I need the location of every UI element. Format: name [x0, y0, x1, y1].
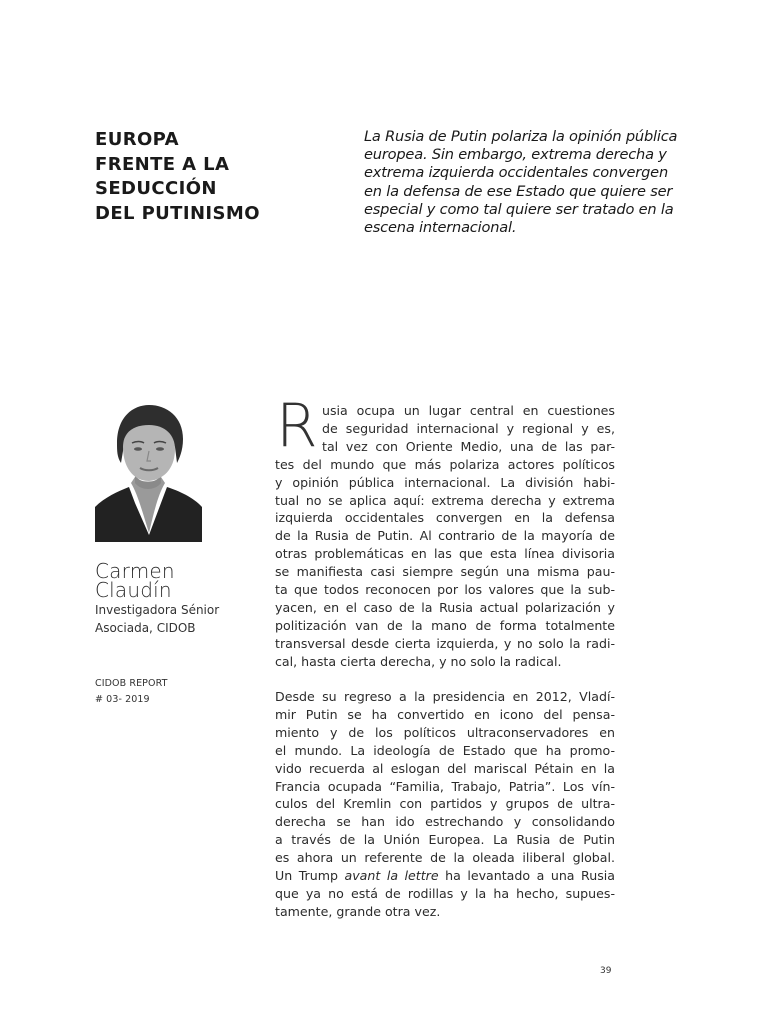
body-line: izquierda occidentales convergen en la defensa: [275, 510, 615, 526]
title-line: DEL PUTINISMO: [95, 202, 260, 224]
author-last-name: Claudín: [95, 578, 172, 602]
lede-line: europea. Sin embargo, extrema derecha y: [364, 146, 667, 164]
author-role: [95, 601, 265, 637]
body-line: se manifiesta casi siempre según una misma pau-: [275, 564, 615, 580]
body-line: usia ocupa un lugar central en cuestiones: [322, 403, 615, 418]
body-text: Un Trump: [275, 868, 345, 884]
body-line: el mundo. La ideología de Estado que ha promo-: [275, 742, 615, 758]
body-text: ha levantado a una Rusia: [438, 868, 615, 884]
body-line: miento y de los políticos ultraconservadores en: [275, 724, 615, 740]
body-paragraph-1: [275, 402, 615, 671]
author-photo: [95, 403, 202, 542]
body-line: yacen, en el caso de la Rusia actual polarización y: [275, 599, 615, 615]
lede-line: La Rusia de Putin polariza la opinión pública: [364, 128, 678, 145]
body-line: que ya no está de rodillas y la ha hecho, supues-: [275, 885, 615, 901]
body-line: culos del Kremlin con partidos y grupos de ultra-: [275, 796, 615, 812]
drop-cap: R: [276, 391, 318, 461]
lede-line: especial y como tal quiere ser tratado en la: [364, 200, 674, 218]
body-line: transversal desde cierta izquierda, y no solo la radi-: [275, 635, 615, 651]
body-line: es ahora un referente de la oleada iliberal global.: [275, 850, 615, 866]
title-line: EUROPA: [95, 129, 179, 150]
lede-line: escena internacional.: [364, 219, 517, 237]
body-line: de seguridad internacional y regional y es,: [322, 420, 615, 436]
lede-line: en la defensa de ese Estado que quiere ser: [364, 182, 673, 200]
lede-line: extrema izquierda occidentales convergen: [364, 164, 668, 182]
body-line: tes del mundo que más polariza actores políticos: [275, 456, 615, 472]
body-line: derecha se han ido estrechando y consolidando: [275, 814, 615, 830]
body-line: de la Rusia de Putin. Al contrario de la mayoría de: [275, 528, 615, 544]
body-line: y opinión pública internacional. La división habi-: [275, 474, 615, 490]
author-first-name: Carmen: [95, 559, 175, 583]
body-line: Francia ocupada “Familia, Trabajo, Patria”. Los vín-: [275, 778, 615, 794]
body-line: tamente, grande otra vez.: [275, 903, 441, 919]
title-line: SEDUCCIÓN: [95, 178, 217, 199]
article-title: [95, 128, 325, 226]
body-line: vido recuerda al eslogan del mariscal Pétain en la: [275, 760, 615, 776]
body-line: [275, 867, 615, 885]
body-line: Desde su regreso a la presidencia en 2012, Vladí-: [275, 689, 615, 704]
body-line: cal, hasta cierta derecha, y no solo la radical.: [275, 653, 562, 669]
body-italic-text: avant la lettre: [344, 868, 439, 884]
title-line: FRENTE A LA: [95, 153, 230, 175]
body-paragraph-2: [275, 688, 615, 921]
report-info: [95, 676, 245, 708]
author-role-line: Asociada, CIDOB: [95, 621, 196, 635]
article-lede: [364, 128, 709, 237]
body-line: a través de la Unión Europea. La Rusia de Putin: [275, 832, 615, 848]
author-role-line: Investigadora Sénior: [95, 603, 220, 617]
author-portrait-image: [95, 403, 202, 542]
body-line: mir Putin se ha convertido en icono del pensa-: [275, 706, 615, 722]
body-line: tal vez con Oriente Medio, una de las par-: [322, 438, 615, 454]
body-line: ta que todos reconocen por los valores que la sub-: [275, 582, 615, 598]
page-number: 39: [600, 966, 612, 976]
report-series: CIDOB REPORT: [95, 678, 168, 689]
body-line: tual no se aplica aquí: extrema derecha y extrema: [275, 492, 615, 508]
body-line: otras problemáticas en las que esta línea divisoria: [275, 546, 615, 562]
report-issue: # 03- 2019: [95, 694, 150, 705]
body-line: politización van de la mano de forma totalmente: [275, 617, 615, 633]
